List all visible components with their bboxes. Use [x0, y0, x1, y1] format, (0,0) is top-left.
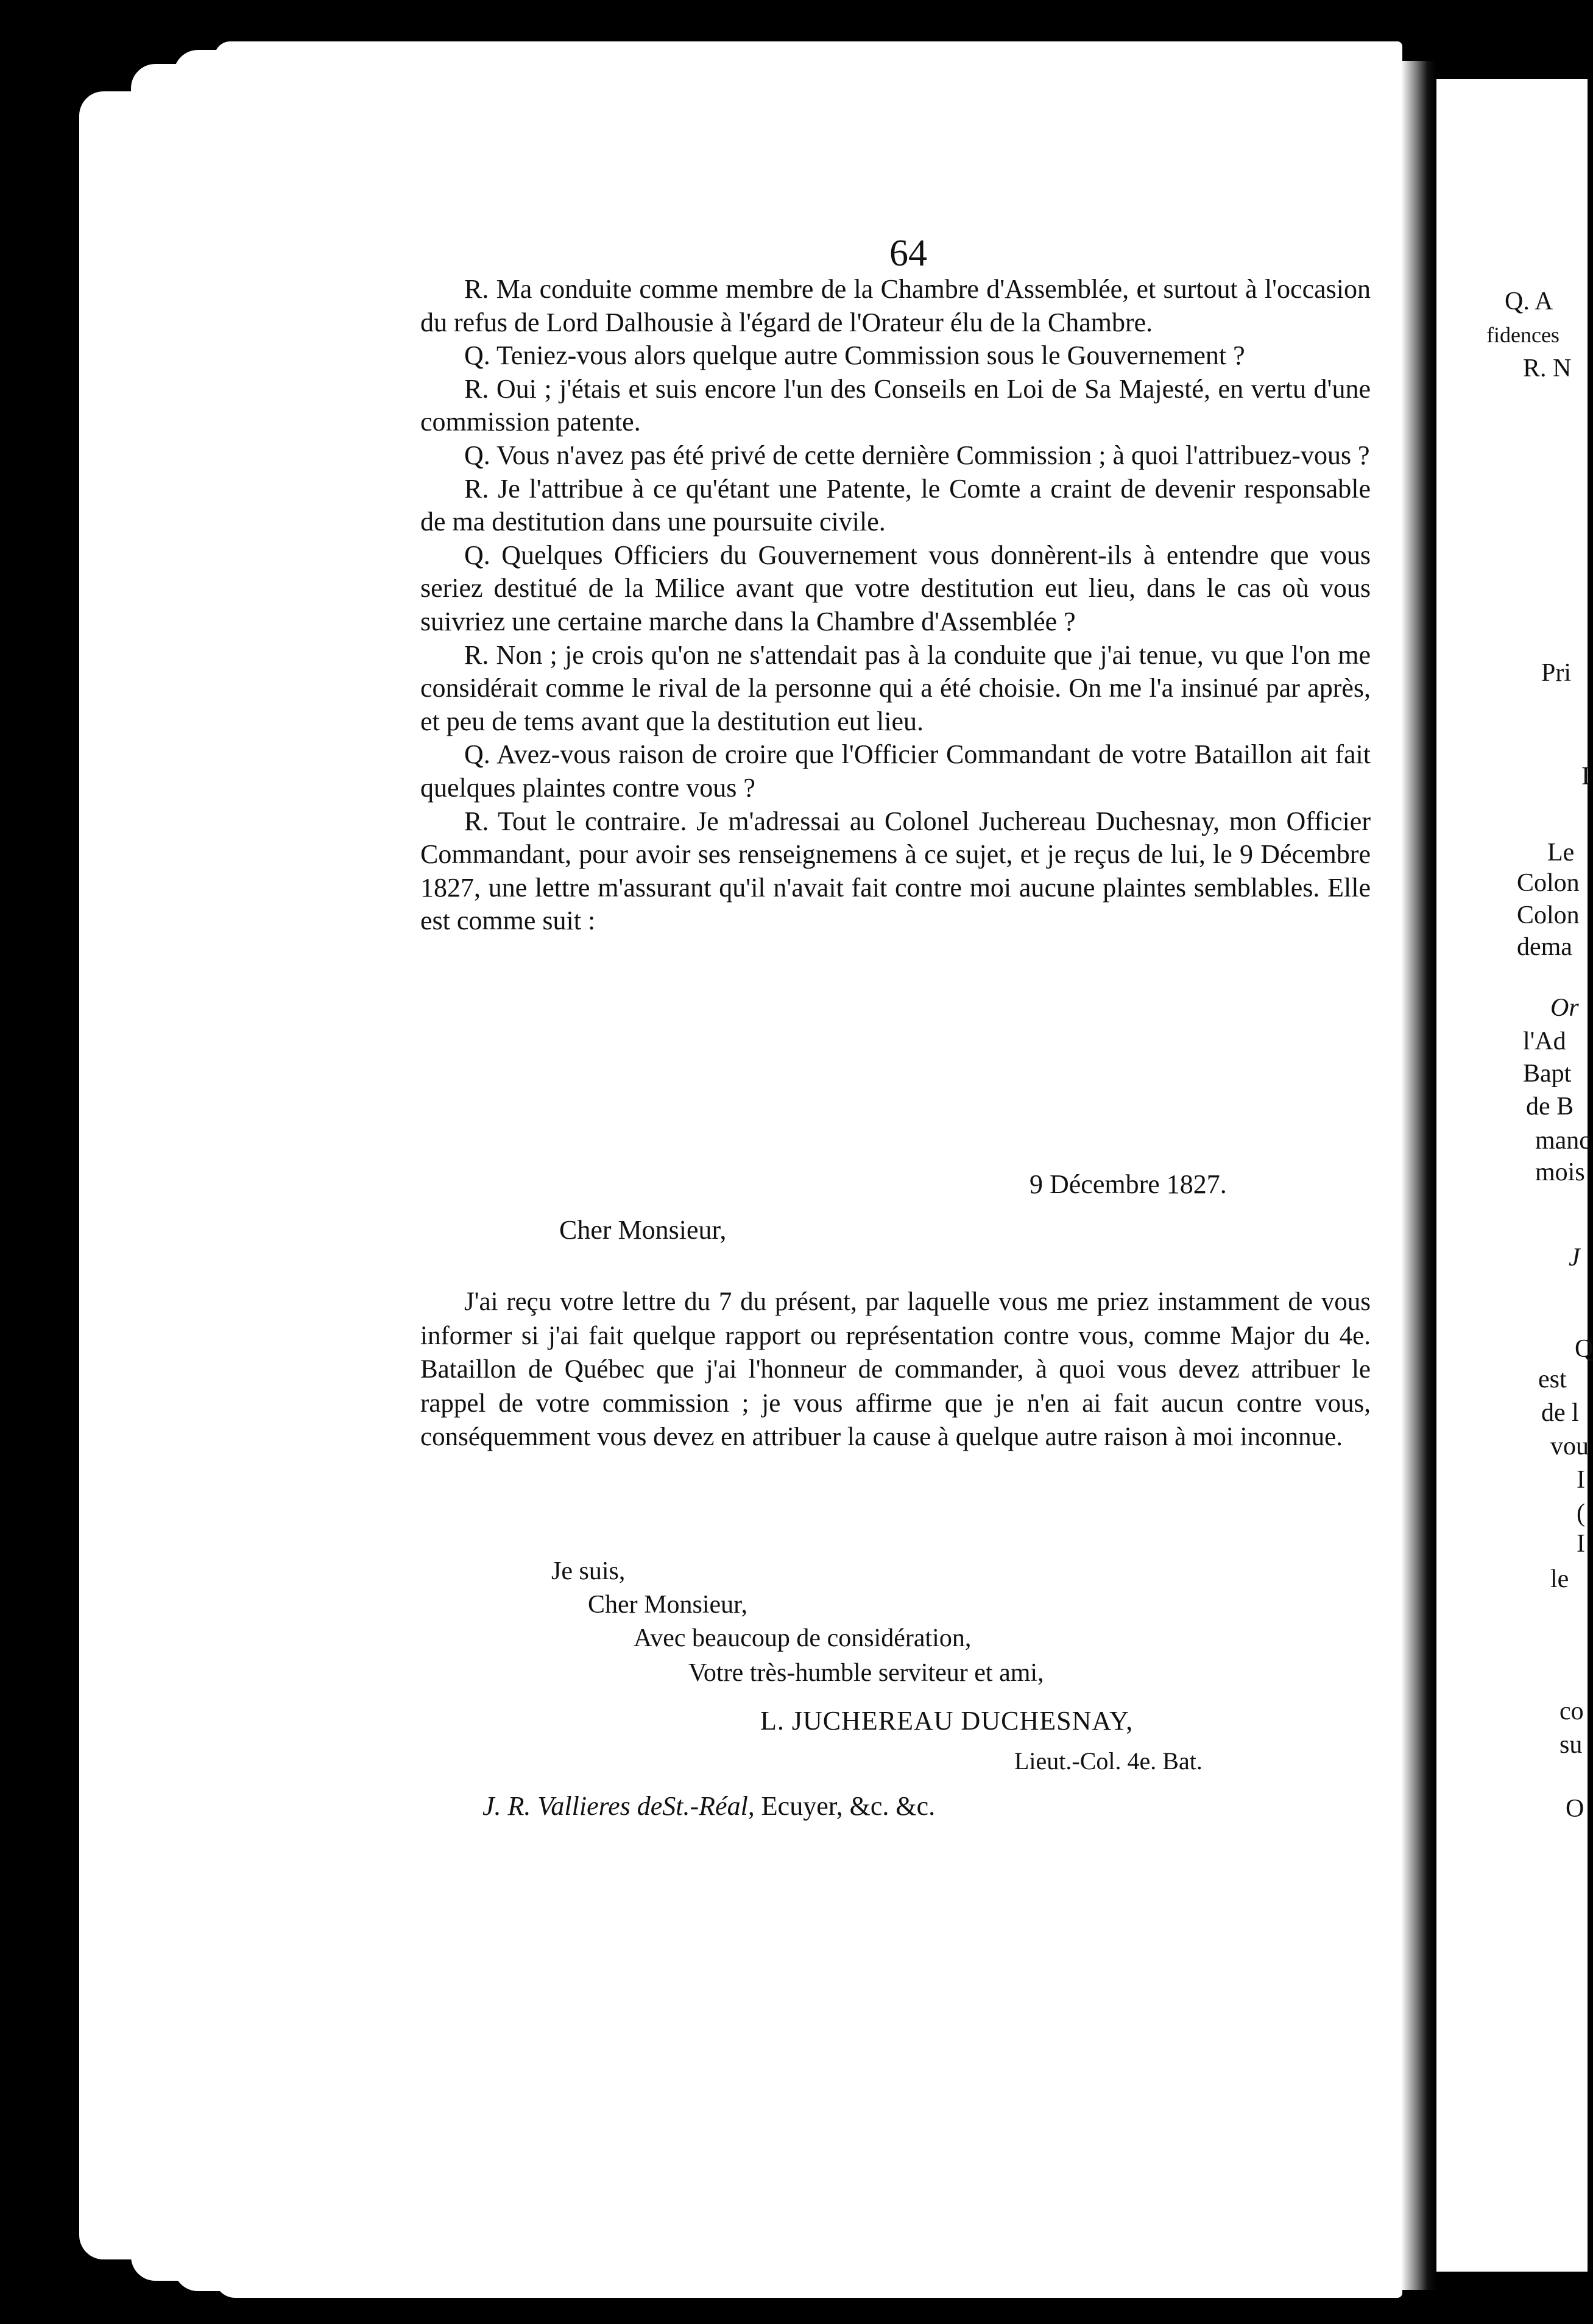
right-page-fragment: I	[1577, 1466, 1585, 1494]
right-page-fragment: Or	[1550, 994, 1579, 1022]
right-page-fragment: fidences	[1486, 323, 1559, 347]
right-page-fragment: co	[1559, 1697, 1584, 1725]
right-page-fragment: su	[1559, 1731, 1583, 1759]
right-page-fragment: O	[1566, 1795, 1584, 1823]
letter-body: J'ai reçu votre lettre du 7 du présent, par laquelle vous me priez instamment de vous informer si j'ai fait quelque rapport ou représentation contre vous, comme Major du 4e. Bataillon de Québec que j'ai l'honneur de commander, à quoi vous devez attribuer le rappel de votre commission ; je vous affirme que je n'en ai fait aucun contre vous, conséquemment vous devez en attribuer la cause à quelque autre raison à moi inconnue.	[420, 1287, 1371, 1451]
signature: L. JUCHEREAU DUCHESNAY,	[760, 1706, 1134, 1736]
right-page-fragment: le	[1550, 1565, 1569, 1593]
right-page-fragment: (	[1577, 1499, 1585, 1527]
addressee-name: J. R. Vallieres deSt.-Réal,	[482, 1791, 755, 1821]
letter-date: 9 Décembre 1827.	[1030, 1169, 1227, 1199]
paragraph: Q. Avez-vous raison de croire que l'Officier Commandant de votre Bataillon ait fait quelques plaintes contre vous ?	[420, 739, 1371, 803]
right-page-fragment: J	[1569, 1244, 1580, 1272]
right-page-fragment: Q	[1575, 1335, 1593, 1363]
right-page-fragment: Bapt	[1523, 1060, 1572, 1088]
closing-line: Votre très-humble serviteur et ami,	[688, 1659, 1044, 1687]
paragraph: Q. Teniez-vous alors quelque autre Commission sous le Gouvernement ?	[464, 340, 1245, 371]
right-page-fragment: Pri	[1541, 659, 1572, 687]
book-gutter	[1401, 61, 1436, 2290]
paragraph: Q. Quelques Officiers du Gouvernement vous donnèrent-ils à entendre que vous seriez destitué de la Milice avant que votre destitution eut lieu, dans le cas où vous suivriez une certaine marche dans la Chambre d'Assemblée ?	[420, 540, 1371, 636]
right-page-fragment: l'Ad	[1523, 1027, 1566, 1055]
page-number: 64	[889, 233, 927, 274]
right-page-fragment: vou	[1550, 1432, 1589, 1460]
closing-line: Cher Monsieur,	[588, 1591, 747, 1619]
addressee-suffix: Ecuyer, &c. &c.	[754, 1791, 936, 1821]
right-page-fragment: est	[1538, 1365, 1567, 1393]
paragraph: R. Non ; je crois qu'on ne s'attendait pas à la conduite que j'ai tenue, vu que l'on me considérait comme le rival de la personne qui a été choisie. On me l'a insinué par après, et peu de tems avant que la destitution eut lieu.	[420, 639, 1371, 736]
addressee	[482, 1791, 935, 1822]
right-page-fragment: I	[1577, 1530, 1585, 1558]
letter-salutation: Cher Monsieur,	[559, 1215, 727, 1245]
paragraph: R. Tout le contraire. Je m'adressai au Colonel Juchereau Duchesnay, mon Officier Commandant, pour avoir ses renseignemens à ce sujet, et je reçus de lui, le 9 Décembre 1827, une lettre m'assurant qu'il n'avait fait contre moi aucune plaintes semblables. Elle est comme suit :	[420, 806, 1371, 936]
paragraph: R. Oui ; j'étais et suis encore l'un des Conseils en Loi de Sa Majesté, en vertu d'une commission patente.	[420, 373, 1371, 437]
right-page-fragment: mois	[1535, 1158, 1585, 1186]
signature-title: Lieut.-Col. 4e. Bat.	[1014, 1747, 1203, 1775]
paragraph: Q. Vous n'avez pas été privé de cette dernière Commission ; à quoi l'attribuez-vous ?	[464, 440, 1370, 470]
paragraph: R. Je l'attribue à ce qu'étant une Patente, le Comte a craint de devenir responsable de ma destitution dans une poursuite civile.	[420, 473, 1371, 537]
right-page-fragment: de B	[1526, 1093, 1574, 1121]
right-page-fragment: I	[1581, 762, 1590, 791]
right-page-fragment: de l	[1541, 1399, 1579, 1427]
right-page-fragment: Q. A	[1505, 287, 1553, 315]
right-page-fragment: Le	[1547, 839, 1575, 867]
right-page-fragment: manc	[1535, 1127, 1591, 1155]
closing-line: Je suis,	[551, 1557, 626, 1585]
right-page-fragment: Colon	[1517, 901, 1580, 929]
paragraph: R. Ma conduite comme membre de la Chambre d'Assemblée, et surtout à l'occasion du refus de Lord Dalhousie à l'égard de l'Orateur élu de la Chambre.	[420, 274, 1371, 337]
deposition-text	[420, 273, 1371, 938]
right-page-fragment: dema	[1517, 933, 1572, 961]
right-page-fragment: Colon	[1517, 869, 1580, 897]
right-page-fragment: R. N	[1523, 354, 1572, 382]
closing-line: Avec beaucoup de considération,	[634, 1624, 972, 1652]
